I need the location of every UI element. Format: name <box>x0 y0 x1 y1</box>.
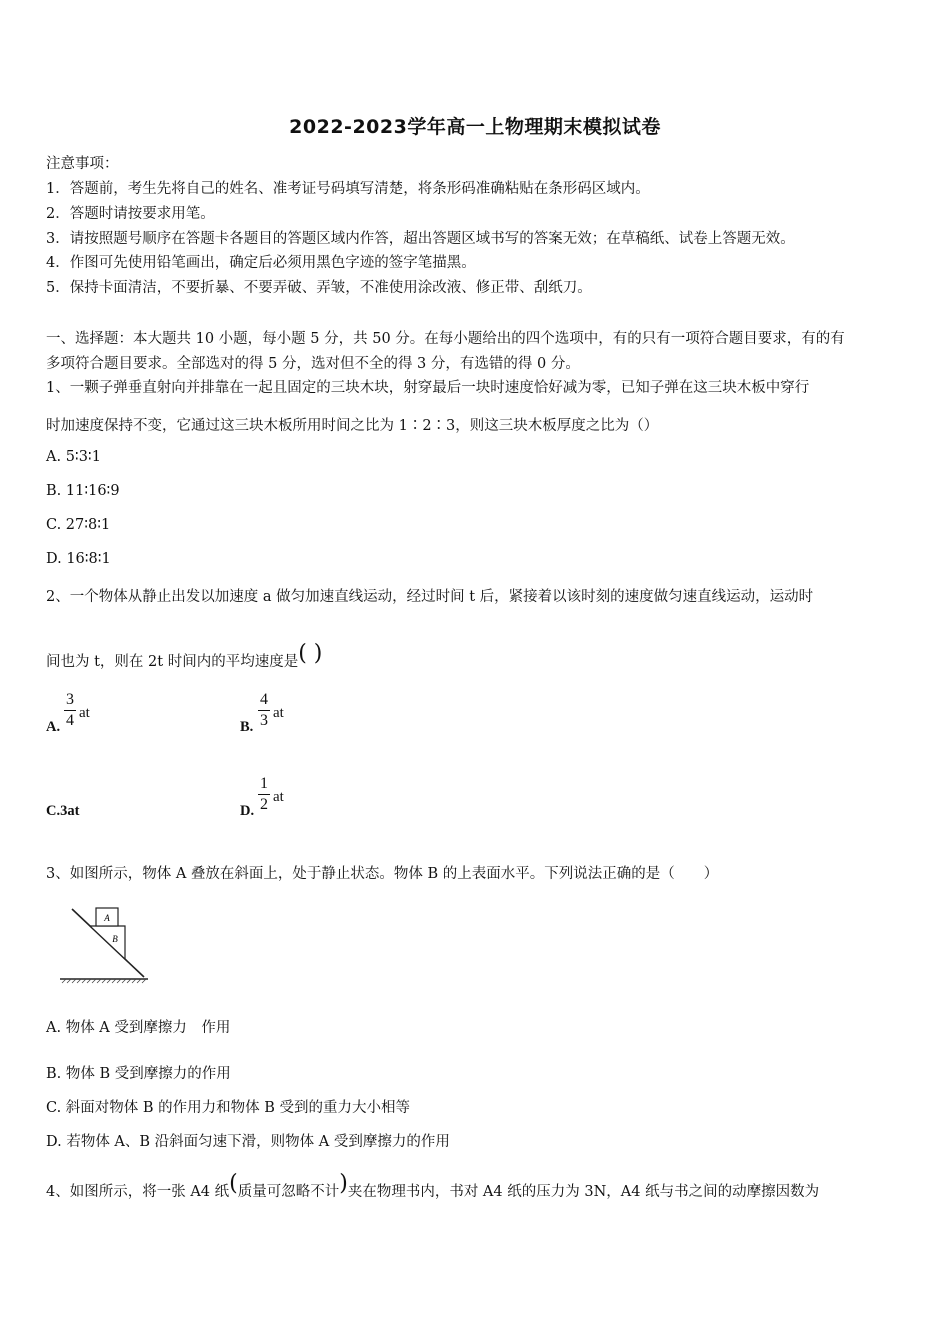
incline-figure <box>58 905 152 987</box>
question-4-paren-close: ) <box>339 1171 348 1196</box>
fraction-bar <box>258 710 270 711</box>
question-2-stem-line-1: 2、一个物体从静止出发以加速度 a 做匀加速直线运动，经过时间 t 后，紧接着以该时刻的速度做匀速直线运动，运动时 <box>46 589 814 605</box>
question-2-option-a-fraction <box>64 692 76 729</box>
question-1-option-c: C. 27∶8∶1 <box>46 517 111 533</box>
page-title: 2022-2023学年高一上物理期末模拟试卷 <box>289 116 661 138</box>
question-2-stem-text: 间也为 t，则在 2t 时间内的平均速度是 <box>46 654 299 670</box>
question-2-option-b-label: B. <box>240 719 254 735</box>
section-instructions-line-2: 多项符合题目要求。全部选对的得 5 分，选对但不全的得 3 分，有选错的得 0 分。 <box>46 356 580 372</box>
notice-item-1: 1．答题前，考生先将自己的姓名、准考证号码填写清楚，将条形码准确粘贴在条形码区域内。 <box>46 181 650 197</box>
fraction-bar <box>258 794 270 795</box>
question-2-option-c: C.3at <box>46 803 80 819</box>
fraction-denominator: 2 <box>260 796 268 813</box>
notice-item-3: 3．请按照题号顺序在答题卡各题目的答题区域内作答，超出答题区域书写的答案无效；在草稿纸、试卷上答题无效。 <box>46 231 795 247</box>
question-2-option-d-fraction <box>258 776 270 813</box>
block-b-label: B <box>112 934 118 944</box>
fraction-denominator: 4 <box>66 712 74 729</box>
question-2-answer-paren: ( ) <box>298 641 323 666</box>
question-4-text-1: 4、如图所示，将一张 A4 纸 <box>46 1184 230 1200</box>
notice-item-2: 2．答题时请按要求用笔。 <box>46 206 215 222</box>
question-1-stem-line-2: 时加速度保持不变，它通过这三块木板所用时间之比为 1∶2∶3，则这三块木板厚度之比为（） <box>46 418 659 434</box>
question-1-option-a: A. 5∶3∶1 <box>46 449 101 465</box>
block-a-label: A <box>104 913 110 923</box>
block-b <box>90 926 125 959</box>
question-4-text-2: 质量可忽略不计 <box>237 1184 340 1200</box>
question-4-text-3: 夹在物理书内，书对 A4 纸的压力为 3N，A4 纸与书之间的动摩擦因数为 <box>347 1184 820 1200</box>
fraction-bar <box>64 710 76 711</box>
notice-heading: 注意事项： <box>46 156 119 172</box>
notice-item-4: 4．作图可先使用铅笔画出，确定后必须用黑色字迹的签字笔描黑。 <box>46 255 476 271</box>
fraction-denominator: 3 <box>260 712 268 729</box>
question-2-option-b-fraction <box>258 692 270 729</box>
question-2-option-d-unit: at <box>273 789 284 805</box>
fraction-numerator: 4 <box>260 691 268 708</box>
question-3-option-a: A. 物体 A 受到摩擦力 作用 <box>46 1020 231 1036</box>
question-2-option-d-label: D. <box>240 803 255 819</box>
question-2-option-a-unit: at <box>79 705 90 721</box>
notice-item-5: 5．保持卡面清洁，不要折暴、不要弄破、弄皱，不准使用涂改液、修正带、刮纸刀。 <box>46 280 592 296</box>
fraction-numerator: 3 <box>66 691 74 708</box>
question-3-option-d: D. 若物体 A、B 沿斜面匀速下滑，则物体 A 受到摩擦力的作用 <box>46 1134 450 1150</box>
question-2-option-b-unit: at <box>273 705 284 721</box>
question-4-stem <box>46 1171 820 1202</box>
question-1-option-d: D. 16∶8∶1 <box>46 551 111 567</box>
question-3-option-c: C. 斜面对物体 B 的作用力和物体 B 受到的重力大小相等 <box>46 1100 411 1116</box>
question-1-stem-line-1: 1、一颗子弹垂直射向并排靠在一起且固定的三块木块，射穿最后一块时速度恰好减为零，已知子弹在这三块木板中穿行 <box>46 380 810 396</box>
question-1-option-b: B. 11∶16∶9 <box>46 483 120 499</box>
question-4-paren-open: ( <box>229 1171 238 1196</box>
section-instructions-line-1: 一、选择题：本大题共 10 小题，每小题 5 分，共 50 分。在每小题给出的四个选项中，有的只有一项符合题目要求，有的有 <box>46 331 845 347</box>
question-3-stem: 3、如图所示，物体 A 叠放在斜面上，处于静止状态。物体 B 的上表面水平。下列说法正确的是（ ） <box>46 866 719 882</box>
question-3-option-b: B. 物体 B 受到摩擦力的作用 <box>46 1066 231 1082</box>
fraction-numerator: 1 <box>260 775 268 792</box>
question-2-stem-line-2 <box>46 641 323 672</box>
question-2-option-a-label: A. <box>46 719 61 735</box>
